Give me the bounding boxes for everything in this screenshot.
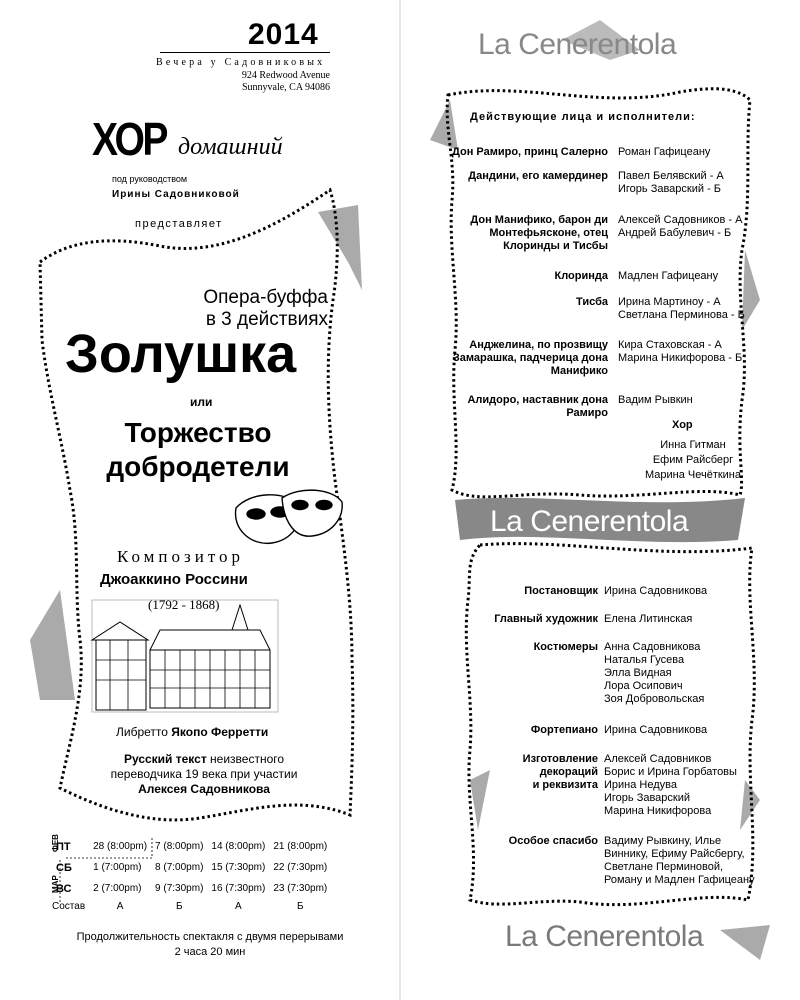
schedule-show: 28 (8:00pm) [93, 841, 148, 852]
genre-line-2: в 3 действиях [205, 309, 328, 330]
cast-actor: Ирина Мартиноу - А Светлана Перминова - Б [618, 296, 745, 321]
cast-actor: Вадим Рывкин [618, 394, 693, 406]
scroll-flap-bottom [30, 590, 75, 700]
russian-text-line-3: Алексея Садовникова [138, 782, 270, 796]
schedule-day: ПТ [56, 840, 71, 853]
composer-name: Джоаккино Россини [100, 571, 248, 588]
cast-letter: А [235, 900, 242, 912]
scroll-flap-top [318, 205, 362, 290]
composer-label: Композитор [117, 547, 245, 566]
month-mar-label: МАР [51, 875, 60, 893]
schedule-show: 23 (7:30pm) [273, 883, 328, 894]
cast-letter: Б [297, 900, 304, 912]
genre-line-1: Опера-буффа [203, 287, 328, 308]
cast-role: Дандини, его камердинер [468, 170, 608, 182]
schedule-row [52, 836, 331, 857]
crew-names: Алексей Садовников Борис и Ирина Горбатовы Ирина Недува Игорь Заварский Марина Никифорова [604, 753, 737, 817]
schedule-show: 8 (7:00pm) [155, 862, 204, 873]
subtitle-line-1: Торжество [124, 417, 272, 448]
crew-role: Главный художник [494, 613, 598, 625]
crew-role: Постановщик [524, 585, 598, 597]
la-cenerentola-logo-bottom: La Cenerentola [505, 920, 704, 953]
cast-actor: Кира Стаховская - А Марина Никифорова - Б [618, 339, 743, 364]
cast-actor: Алексей Садовников - А Андрей Бабулевич - Б [618, 214, 743, 239]
schedule-show: 1 (7:00pm) [93, 862, 142, 873]
title-or: или [190, 395, 213, 409]
crew-role: Изготовление декораций и реквизита [522, 753, 598, 791]
cast-label: Состав [52, 900, 86, 912]
russian-text-line-1 [88, 752, 320, 767]
venue-address-city: Sunnyvale, CA 94086 [241, 82, 330, 93]
choir-logo-main: ХОР [92, 113, 166, 165]
director-name: Ирины Садовниковой [112, 189, 240, 200]
choir-label: Хор [672, 419, 693, 431]
duration-line-1: Продолжительность спектакля с двумя перерывами [76, 931, 344, 943]
schedule-row [52, 878, 331, 899]
russian-text-line-2: переводчика 19 века при участии [110, 767, 298, 781]
cast-actor: Павел Белявский - А Игорь Заварский - Б [618, 170, 724, 195]
schedule-show: 9 (7:30pm) [155, 883, 204, 894]
crew-role: Особое спасибо [508, 835, 598, 847]
la-cenerentola-logo-middle: La Cenerentola [490, 505, 689, 538]
venue-title: Вечера у Садовниковых [156, 57, 326, 68]
schedule-show: 7 (8:00pm) [155, 841, 204, 852]
cast-role: Дон Рамиро, принц Салерно [452, 146, 608, 158]
opera-title: Золушка [65, 324, 297, 384]
subtitle-line-2: добродетели [106, 451, 290, 482]
schedule-show: 14 (8:00pm) [211, 841, 266, 852]
cast-letter: Б [175, 900, 183, 912]
la-cenerentola-logo-top: La Cenerentola [478, 28, 677, 61]
year-underline [160, 52, 330, 53]
presents-label: представляет [135, 218, 223, 230]
cast-role: Клоринда [554, 270, 608, 282]
schedule-table [52, 836, 331, 913]
schedule-show: 21 (8:00pm) [273, 841, 328, 852]
venue-address-street: 924 Redwood Avenue [241, 70, 330, 81]
cast-actor: Мадлен Гафицеану [618, 270, 719, 282]
schedule-show: 22 (7:30pm) [273, 862, 328, 873]
russian-text-bold: Русский текст [123, 752, 207, 766]
cast-heading: Действующие лица и исполнители: [470, 111, 696, 123]
libretto-label: Либретто [116, 725, 168, 739]
russian-text-rest: неизвестного [206, 752, 285, 766]
cast-role: Анджелина, по прозвищу Замарашка, падчерица дона Манифико [452, 339, 608, 377]
choir-logo-script: домашний [178, 134, 283, 160]
building-illustration [92, 600, 278, 712]
crew-names: Ирина Садовникова [604, 585, 708, 597]
schedule-day: ВС [56, 882, 72, 895]
choir-members: Инна Гитман Ефим Райсберг Марина Чечёткина [644, 439, 742, 481]
under-direction-label: под руководством [112, 174, 188, 184]
composer-years: (1792 - 1868) [148, 597, 220, 612]
schedule-day: СБ [56, 861, 72, 874]
schedule-row [52, 857, 331, 878]
poster-year: 2014 [248, 18, 319, 51]
schedule-show: 15 (7:30pm) [211, 862, 266, 873]
cast-actor: Роман Гафицеану [618, 146, 711, 158]
crew-role: Фортепиано [530, 724, 598, 736]
libretto-author: Якопо Ферретти [171, 725, 269, 739]
crew-names: Вадиму Рывкину, Илье Виннику, Ефиму Райсбергу, Светлане Перминовой, Роману и Мадлен Гафицеану [604, 835, 755, 886]
libretto-credit [116, 725, 268, 739]
crew-names: Елена Литинская [604, 613, 693, 625]
crew-names: Ирина Садовникова [604, 724, 708, 736]
month-feb-label: ФЕВ [51, 834, 60, 852]
duration-line-2: 2 часа 20 мин [174, 946, 246, 958]
cast-role: Тисба [576, 296, 608, 308]
cast-letter: А [116, 900, 124, 912]
schedule-show: 2 (7:00pm) [93, 883, 142, 894]
cast-role: Алидоро, наставник дона Рамиро [467, 394, 608, 419]
masks-icon [235, 490, 342, 543]
cast-role: Дон Манифико, барон ди Монтефьясконе, отец Клоринды и Тисбы [470, 214, 608, 252]
crew-names: Анна Садовникова Наталья Гусева Элла Видная Лора Осипович Зоя Добровольская [604, 641, 705, 705]
schedule-cast-row [52, 899, 331, 913]
schedule-show: 16 (7:30pm) [211, 883, 266, 894]
crew-role: Костюмеры [533, 641, 598, 653]
